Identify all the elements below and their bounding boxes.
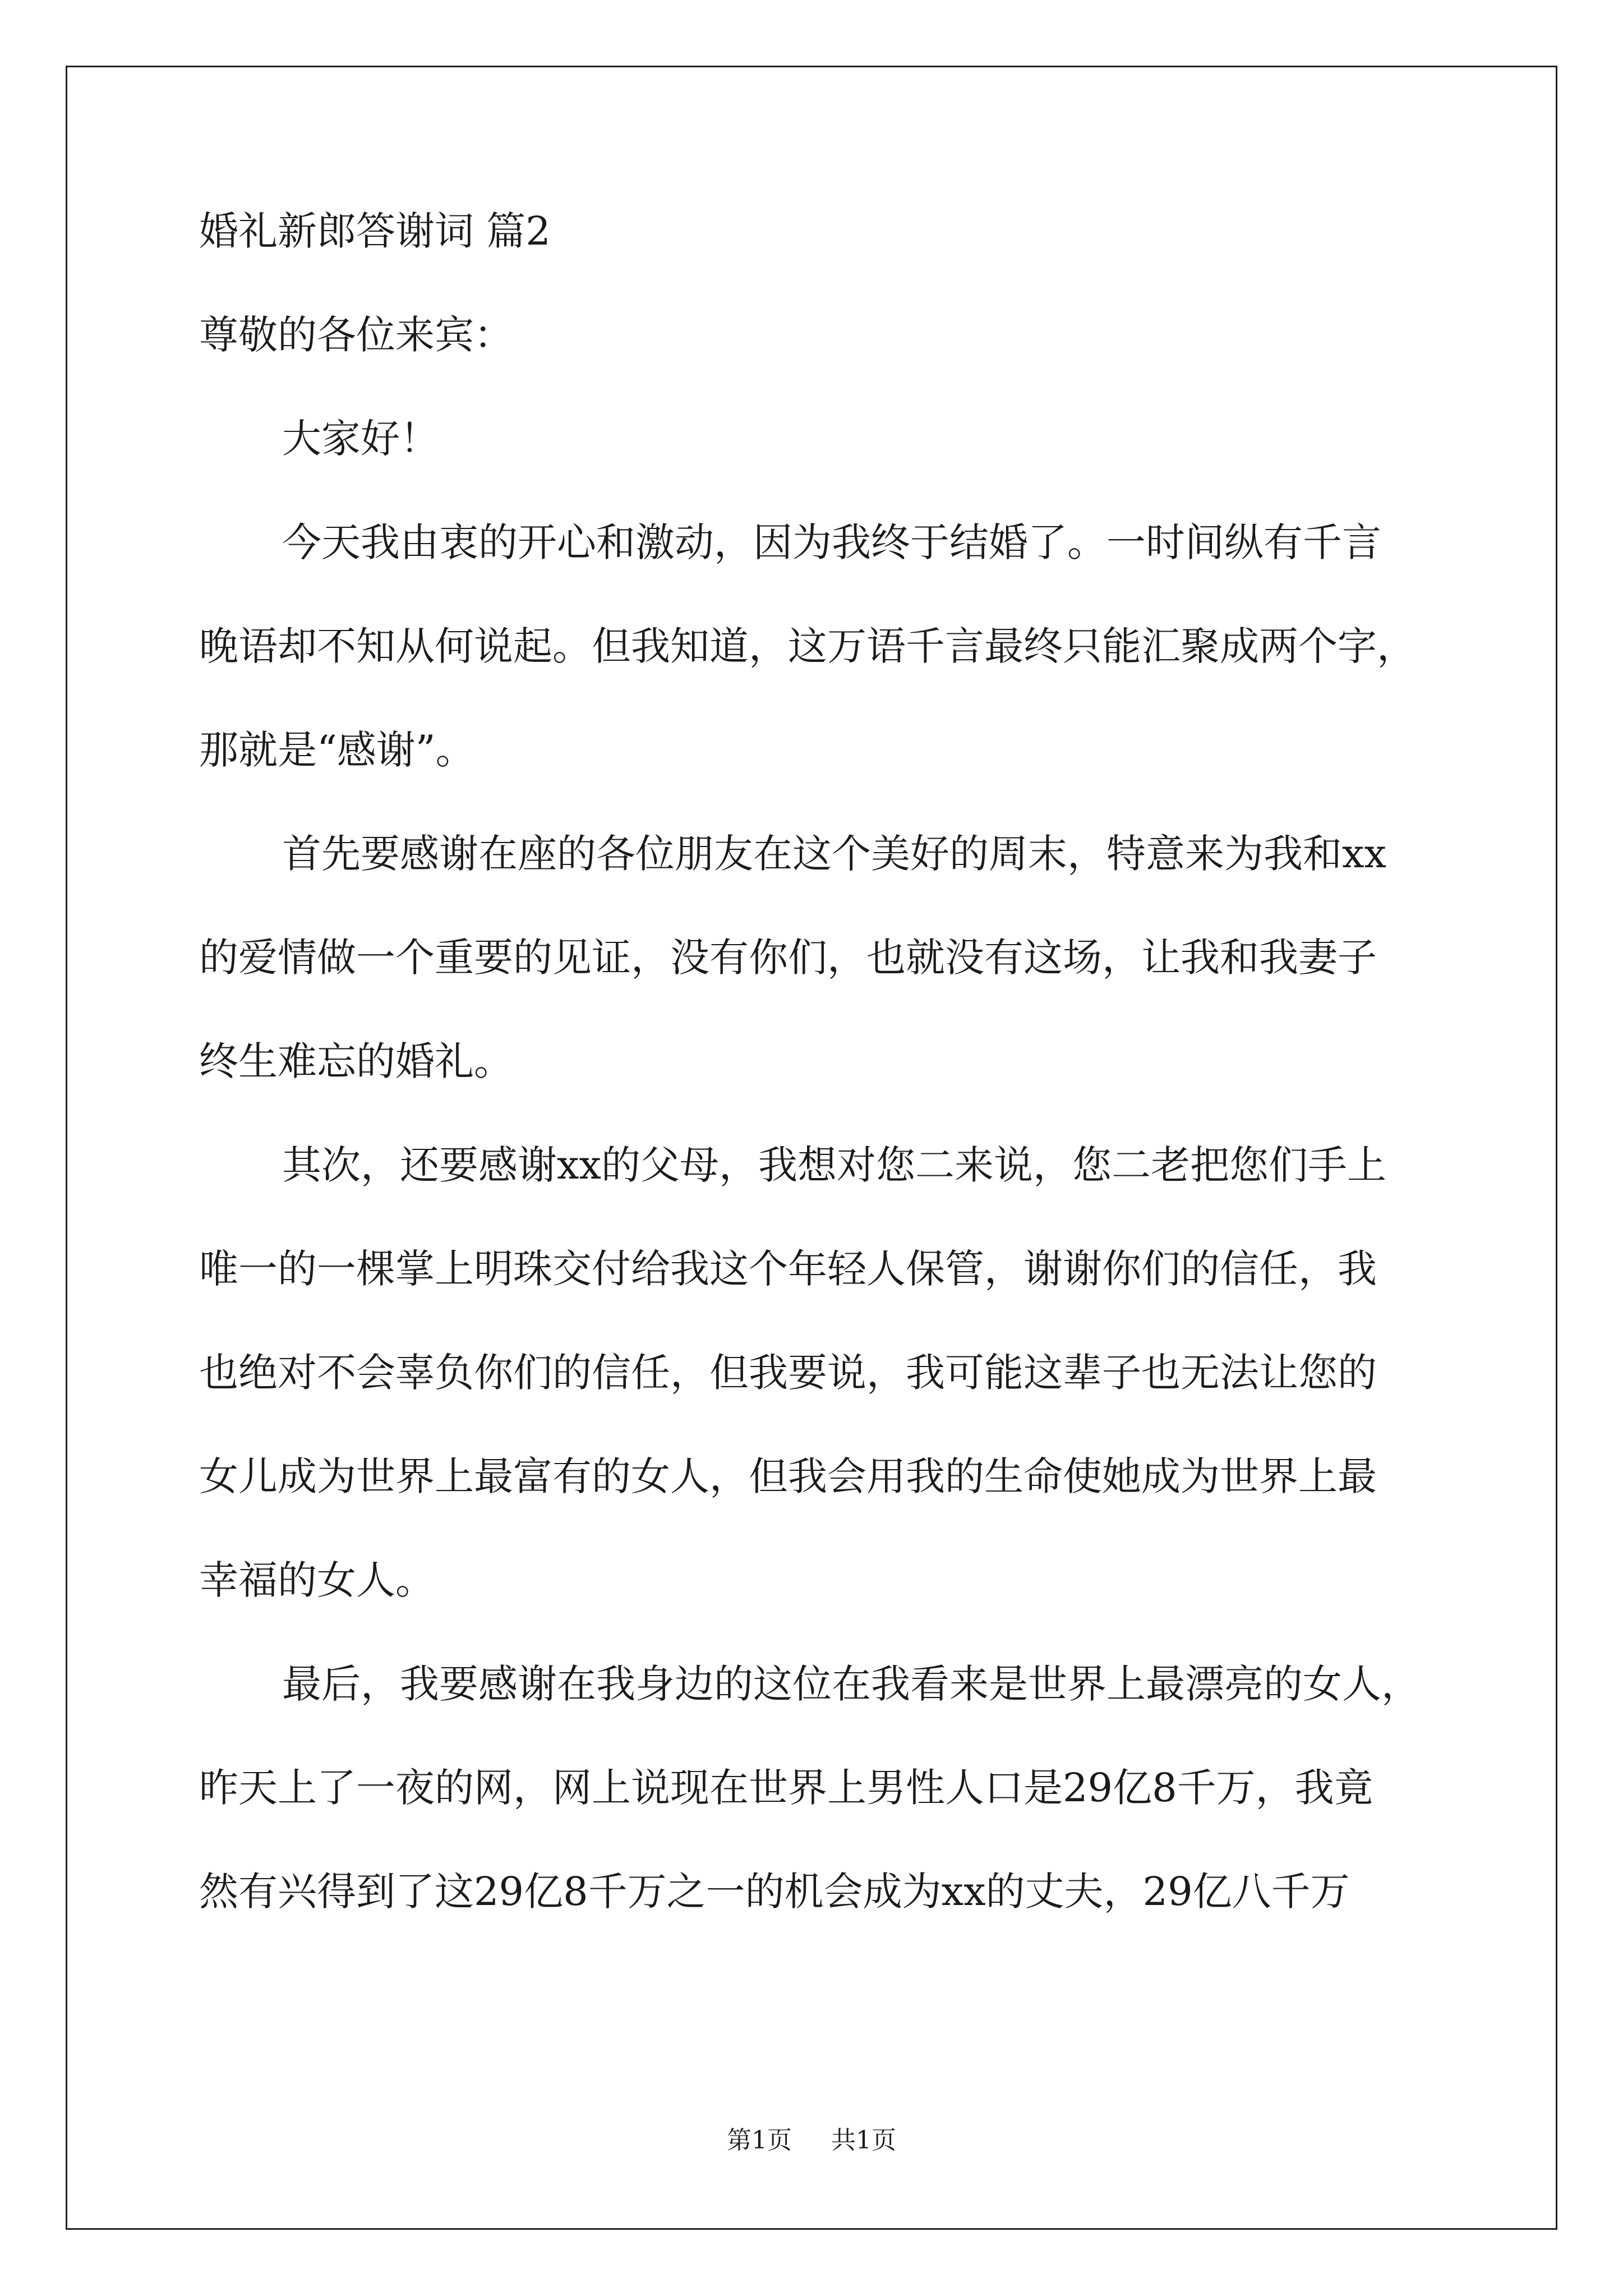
document-body [199,208,1436,1915]
greeting: 大家好！ [282,416,439,462]
paragraph-1 [199,519,1436,774]
paragraph-line: 晚语却不知从何说起。但我知道，这万语千言最终只能汇聚成两个字， [199,623,1416,669]
paragraph-line: 今天我由衷的开心和激动，因为我终于结婚了。一时间纵有千言 [282,519,1381,565]
paragraph-line: 然有兴得到了这29亿8千万之一的机会成为xx的丈夫，29亿八千万 [199,1869,1350,1915]
page-number-current: 第1页 [727,2126,792,2155]
paragraph-4 [199,1660,1436,1915]
paragraph-line: 终生难忘的婚礼。 [199,1038,513,1084]
salutation: 尊敬的各位来宾： [199,312,513,358]
paragraph-3 [199,1142,1436,1604]
page-footer [0,2125,1623,2156]
paragraph-line: 昨天上了一夜的网，网上说现在世界上男性人口是29亿8千万，我竟 [199,1765,1373,1811]
paragraph-line: 唯一的一棵掌上明珠交付给我这个年轻人保管，谢谢你们的信任，我 [199,1246,1377,1292]
paragraph-line: 首先要感谢在座的各位朋友在这个美好的周末，特意来为我和xx [282,831,1386,877]
paragraph-line: 最后，我要感谢在我身边的这位在我看来是世界上最漂亮的女人， [282,1661,1421,1707]
page-number-total: 共1页 [831,2126,896,2155]
paragraph-line: 其次，还要感谢xx的父母，我想对您二来说，您二老把您们手上 [282,1142,1386,1188]
document-title: 婚礼新郎答谢词 篇2 [199,208,551,254]
paragraph-line: 的爱情做一个重要的见证，没有你们，也就没有这场，让我和我妻子 [199,935,1377,981]
paragraph-line: 幸福的女人。 [199,1557,435,1603]
paragraph-line: 也绝对不会辜负你们的信任，但我要说，我可能这辈子也无法让您的 [199,1350,1377,1396]
paragraph-2 [199,830,1436,1085]
paragraph-line: 女儿成为世界上最富有的女人，但我会用我的生命使她成为世界上最 [199,1453,1377,1499]
paragraph-line: 那就是“感谢”。 [199,727,475,773]
